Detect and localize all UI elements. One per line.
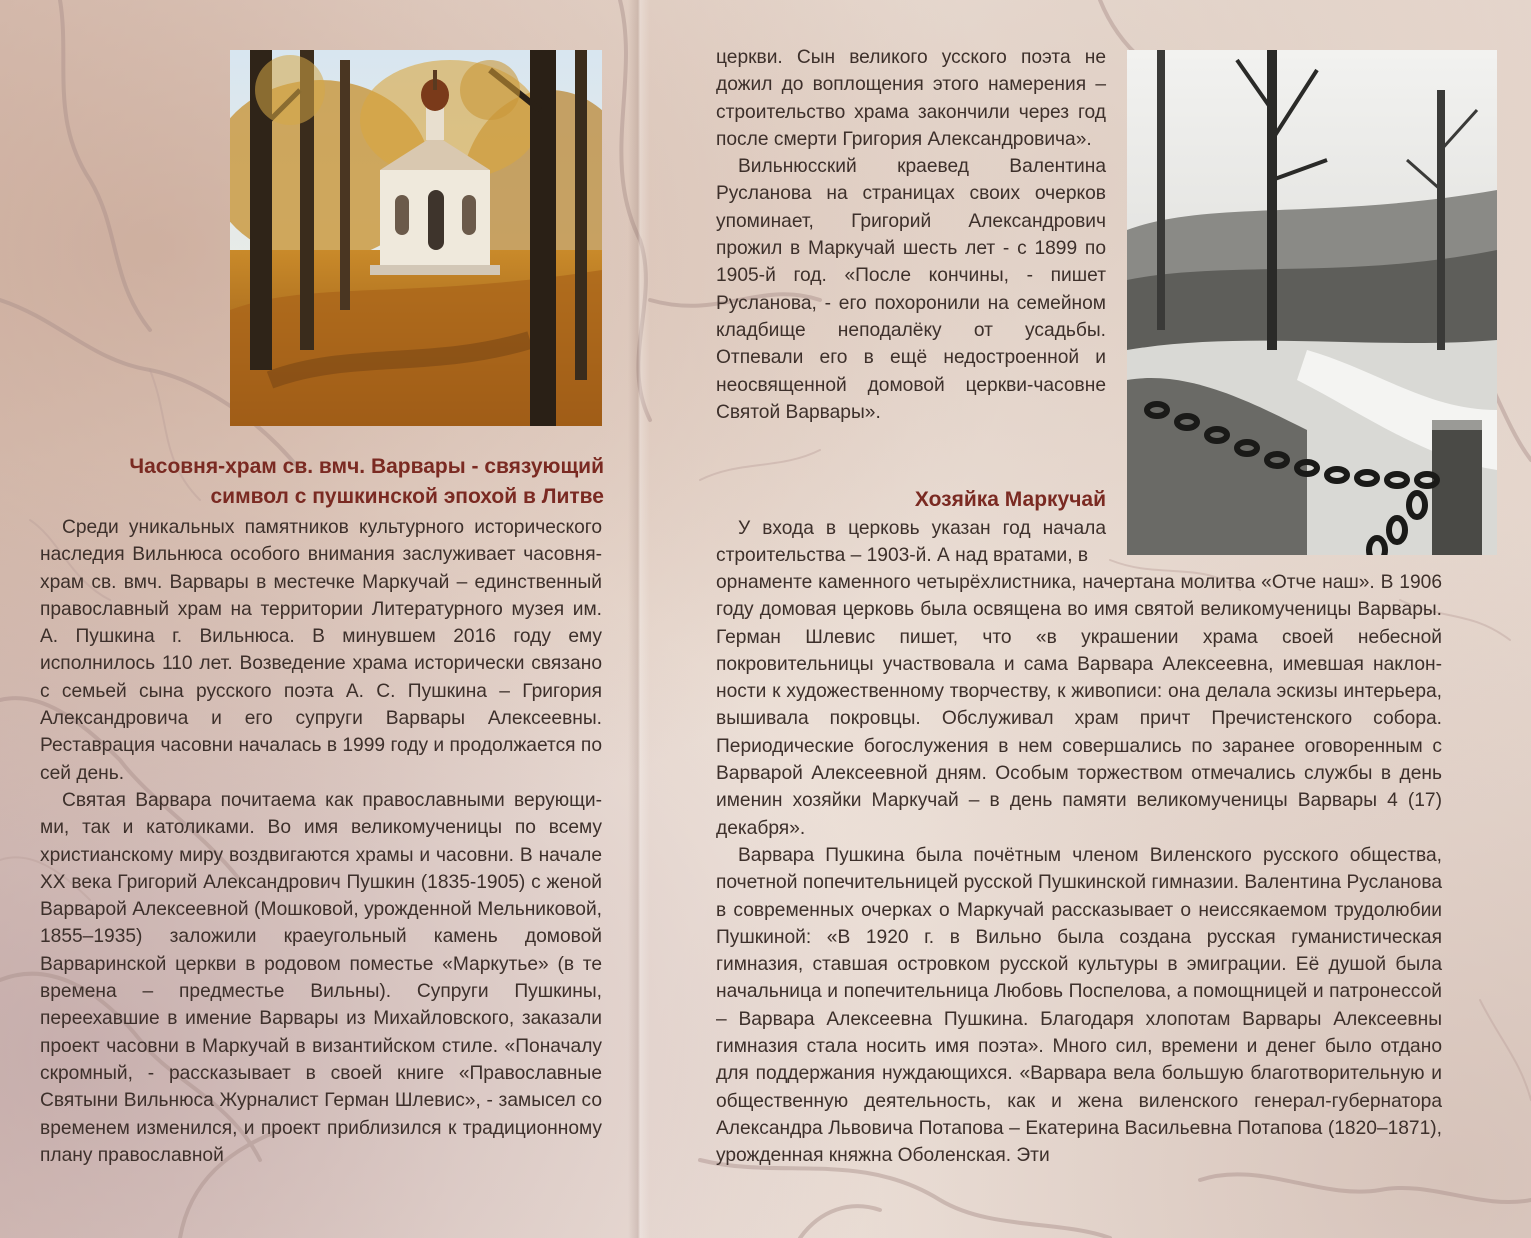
right-paragraph-3-start: У входа в церковь указан год начала строительства – 1903-й. А над вратами, в [716, 518, 1106, 567]
chapel-autumn-photo [230, 50, 602, 426]
left-paragraph-1: Среди уникальных памятников культурного исторического наследия Вильнюса особого внимания заслуживает часовня-храм св. вмч. Варвары в местечке Маркучай – единственный православный храм на территории Литературного музея им. А. Пушкина г. Вильнюса. В минувшем 2016 году ему исполнилось 110 лет. Возведение храма исторически связано с семьей сына русского поэта А. С. Пушкина – Григория Александровича и его супруги Варвары Алексеевны. Реставрация часовни началась в 1999 году и продолжается по сей день. [40, 517, 602, 784]
section-heading: Хозяйка Маркучай [914, 488, 1106, 511]
left-paragraph-2: Святая Варвара почитаема как православными верующими, так и католиками. Во имя великомученицы по всему христианскому миру воздвигаются храмы и часовни. В начале XX века Григорий Александрович Пушкин (1835-1905) с женой Варварой Алексеевной (Мошковой, урожденной Мельниковой, 1855–1935) заложили краеугольный камень домовой Варваринской церкви в родовом поместье «Маркутье» (в те времена – предместье Вильны). Супруги Пушкины, переехавшие в имение Варвары из Михайловского, заказали проект часовни в Маркучай в византийском стиле. «Поначалу скромный, - рассказывает в своей книге «Православные Святыни Вильнюса Журналист Герман Шлевис», - замысел со временем изменился, и проект приблизился к традиционному плану православной [40, 789, 602, 1166]
right-paragraph-1: церкви. Сын великого усского поэта не дожил до воплощения этого намерения – строительство храма закончили через год после смерти Григория Александровича». [716, 47, 1106, 150]
bw-landscape-photo [1127, 50, 1497, 555]
caption-line-2: символ с пушкинской эпохой в Литве [210, 485, 604, 508]
right-mid-text [716, 515, 1106, 570]
left-body-text [40, 514, 602, 1169]
right-top-text [716, 44, 1106, 426]
right-paragraph-3-end: орнаменте каменного четырёхлистника, начертана молитва «Отче наш». В 1906 году домовая церковь была освящена во имя святой великомученицы Варвары. Герман Шлевис пишет, что «в украшении храма своей небесной покровительницы участвовала и сама Варвара Алексеевна, имевшая наклонности к художественному творчеству, к живописи: она делала эскизы интерьера, вышивала покровцы. Обслуживал храм причт Пречистенского собора. Периодические богослужения в нем совершались по заранее оговоренным с Варварой Алексеевной дням. Особым торжеством отмечались службы в день именин хозяйки Маркучай – в день памяти великомученицы Варвары 4 (17) декабря». [716, 572, 1442, 839]
left-photo-caption [70, 452, 604, 512]
page-fold [628, 0, 650, 1238]
caption-line-1: Часовня-храм св. вмч. Варвары - связующий [129, 455, 604, 478]
right-paragraph-2: Вильнюсский краевед Валентина Русланова на страницах своих очерков упоминает, Григорий Александрович прожил в Маркучай шесть лет - с 1899 по 1905-й год. «После кончины, - пишет Русланова, - его похоронили на семейном кладбище неподалёку от усадьбы. Отпевали его в ещё недостроенной и неосвященной домовой церкви-часовне Святой Варвары». [716, 156, 1106, 423]
right-paragraph-4: Варвара Пушкина была почётным членом Виленского русского общества, почетной попечительницей русской Пушкинской гимназии. Валентина Русланова в современных очерках о Маркучай рассказывает о неиссякаемом трудолюбии Пушкиной: «В 1920 г. в Вильно была создана русская гуманистическая гимназия, ставшая островком русской культуры в эмиграции. Её душой была начальница и попечительница Любовь Поспелова, а помощницей и патронессой – Варвара Алексеевна Пушкина. Благодаря хлопотам Варвары Алексеевны гимназия стала носить имя поэта». Много сил, времени и денег было отдано для поддержания нуждающихся. «Варвара вела большую благотворительную и общественную деятельность, как и жена виленского генерал-губернатора Александра Львовича Потапова – Екатерина Васильевна Потапова (1820–1871), урожденная княжна Оболенская. Эти [716, 844, 1442, 1167]
right-bottom-text [716, 569, 1442, 1170]
